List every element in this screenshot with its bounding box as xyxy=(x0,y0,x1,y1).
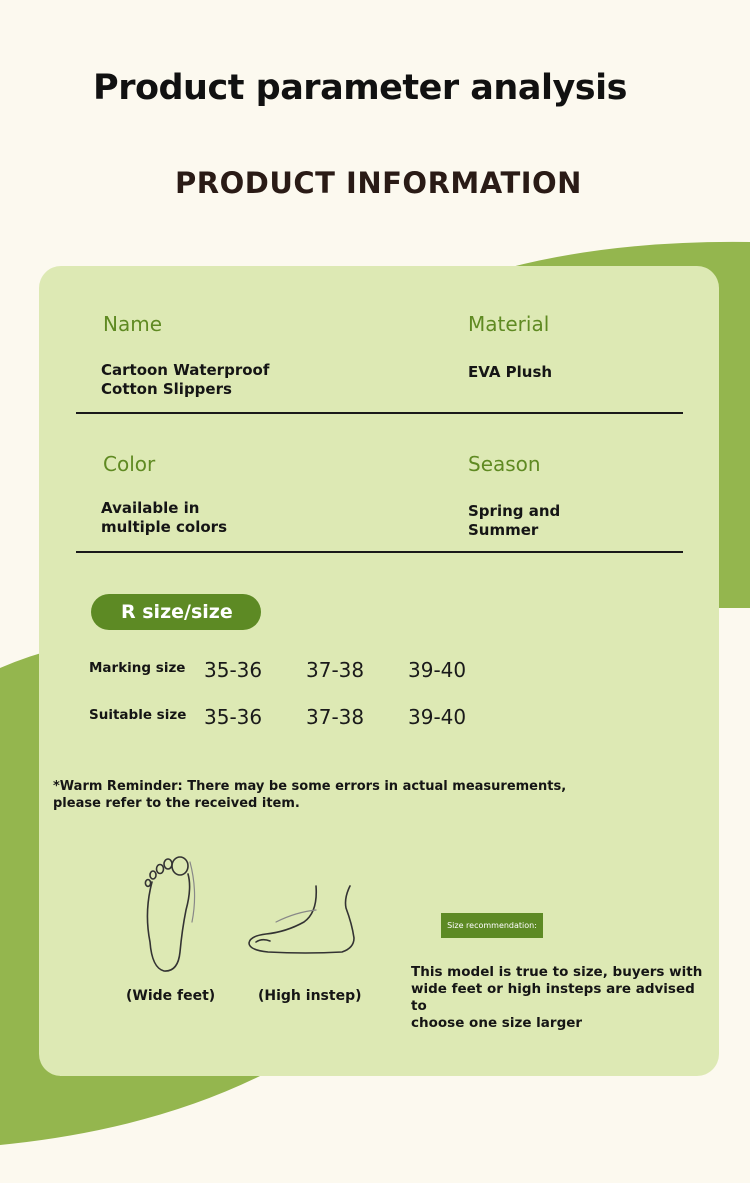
warm-reminder: *Warm Reminder: There may be some errors in actual measurements, please refer to the received item. xyxy=(53,779,567,811)
foot-side-icon xyxy=(246,882,358,956)
section-subtitle: PRODUCT INFORMATION xyxy=(175,166,582,200)
divider xyxy=(76,412,683,414)
size-recommendation-badge: Size recommendation: xyxy=(441,913,543,938)
size-cell: 39-40 xyxy=(408,658,467,682)
size-cell: 37-38 xyxy=(306,705,365,729)
divider xyxy=(76,551,683,553)
name-label: Name xyxy=(103,312,163,336)
size-cell: 39-40 xyxy=(408,705,467,729)
season-label: Season xyxy=(468,452,541,476)
marking-size-label: Marking size xyxy=(89,660,186,676)
wide-feet-caption: (Wide feet) xyxy=(126,988,216,1004)
size-cell: 35-36 xyxy=(204,658,263,682)
size-recommendation-text: This model is true to size, buyers with wide feet or high insteps are advised to choose one size larger xyxy=(411,964,703,1031)
season-value: Spring and Summer xyxy=(468,502,561,539)
high-instep-caption: (High instep) xyxy=(258,988,362,1004)
name-value: Cartoon Waterproof Cotton Slippers xyxy=(101,361,270,398)
suitable-size-label: Suitable size xyxy=(89,707,187,723)
material-value: EVA Plush xyxy=(468,363,553,381)
foot-sole-icon xyxy=(138,852,200,974)
color-label: Color xyxy=(103,452,156,476)
material-label: Material xyxy=(468,312,550,336)
page-title: Product parameter analysis xyxy=(93,68,627,108)
size-badge: R size/size xyxy=(91,594,261,630)
color-value: Available in multiple colors xyxy=(101,499,228,536)
size-cell: 35-36 xyxy=(204,705,263,729)
size-cell: 37-38 xyxy=(306,658,365,682)
